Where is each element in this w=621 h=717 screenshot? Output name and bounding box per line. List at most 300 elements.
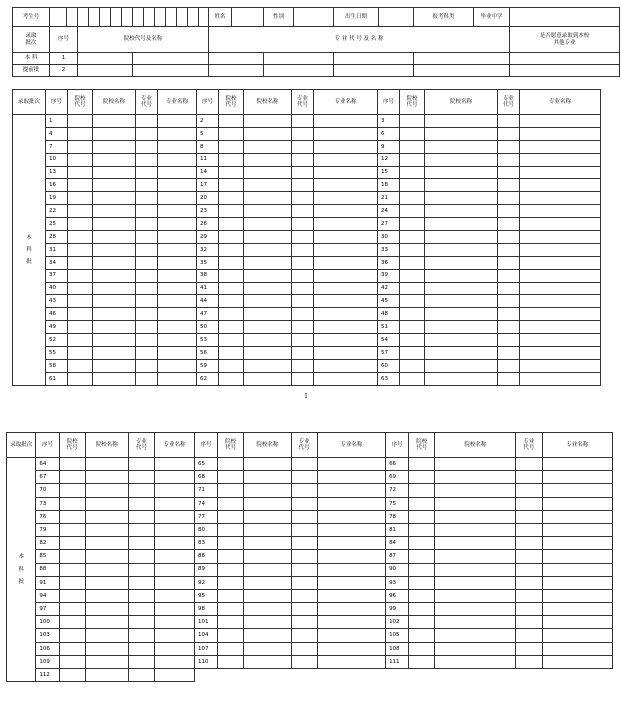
exam-number-cell[interactable] xyxy=(144,8,155,27)
major-code-cell[interactable] xyxy=(498,359,520,372)
college-code-cell[interactable] xyxy=(68,115,93,128)
college-name-cell[interactable] xyxy=(244,256,292,269)
exam-number-cell[interactable] xyxy=(78,8,89,27)
college-name-cell[interactable] xyxy=(425,166,498,179)
college-name-cell[interactable] xyxy=(93,372,136,385)
college-code-cell[interactable] xyxy=(218,589,244,602)
major-name-cell[interactable] xyxy=(542,497,612,510)
college-name-cell[interactable] xyxy=(244,127,292,140)
college-code-cell[interactable] xyxy=(409,537,435,550)
major-code-cell[interactable] xyxy=(498,334,520,347)
college-code-cell[interactable] xyxy=(219,295,244,308)
college-code-cell[interactable] xyxy=(218,497,244,510)
college-name-cell[interactable] xyxy=(93,218,136,231)
college-code-cell[interactable] xyxy=(218,550,244,563)
major-name-cell[interactable] xyxy=(158,372,197,385)
major-code-cell[interactable] xyxy=(292,205,314,218)
major-code-cell[interactable] xyxy=(128,642,154,655)
major-name-cell[interactable] xyxy=(520,166,601,179)
college-code-cell[interactable] xyxy=(59,550,85,563)
college-name-cell[interactable] xyxy=(93,295,136,308)
major-code-cell[interactable] xyxy=(516,497,542,510)
college-code-cell[interactable] xyxy=(218,616,244,629)
college-name-cell[interactable] xyxy=(93,179,136,192)
college-code-cell[interactable] xyxy=(68,166,93,179)
college-name-cell[interactable] xyxy=(244,537,291,550)
college-name-cell[interactable] xyxy=(435,497,516,510)
college-name-cell[interactable] xyxy=(93,243,136,256)
major-code-cell[interactable] xyxy=(498,231,520,244)
major-code-cell[interactable] xyxy=(128,563,154,576)
major-name-cell[interactable] xyxy=(542,629,612,642)
major-code-cell[interactable] xyxy=(292,282,314,295)
major-code-cell[interactable] xyxy=(498,282,520,295)
college-code-cell[interactable] xyxy=(219,321,244,334)
college-name-cell[interactable] xyxy=(425,269,498,282)
major-code-cell[interactable] xyxy=(291,484,317,497)
college-name-cell[interactable] xyxy=(93,282,136,295)
major-code-cell[interactable] xyxy=(292,153,314,166)
college-name-cell[interactable] xyxy=(244,321,292,334)
major-name-cell[interactable] xyxy=(314,140,378,153)
major-name-cell[interactable] xyxy=(317,523,385,536)
major-code-cell[interactable] xyxy=(291,589,317,602)
major-name-cell[interactable] xyxy=(314,243,378,256)
college-name-cell[interactable] xyxy=(425,295,498,308)
college-name-cell[interactable] xyxy=(93,127,136,140)
major-field[interactable] xyxy=(264,65,334,77)
major-name-cell[interactable] xyxy=(542,655,612,668)
college-name-cell[interactable] xyxy=(85,523,128,536)
major-code-cell[interactable] xyxy=(136,334,158,347)
college-name-cell[interactable] xyxy=(425,231,498,244)
major-name-cell[interactable] xyxy=(317,629,385,642)
major-name-cell[interactable] xyxy=(520,359,601,372)
college-name-cell[interactable] xyxy=(244,179,292,192)
college-code-cell[interactable] xyxy=(68,372,93,385)
college-name-cell[interactable] xyxy=(85,510,128,523)
college-name-field[interactable] xyxy=(133,53,209,65)
major-code-cell[interactable] xyxy=(498,372,520,385)
major-code-cell[interactable] xyxy=(136,205,158,218)
major-code-cell[interactable] xyxy=(128,616,154,629)
major-name-cell[interactable] xyxy=(542,589,612,602)
college-code-cell[interactable] xyxy=(219,115,244,128)
college-code-cell[interactable] xyxy=(409,642,435,655)
major-name-cell[interactable] xyxy=(542,563,612,576)
major-code-cell[interactable] xyxy=(291,471,317,484)
college-name-cell[interactable] xyxy=(244,589,291,602)
major-field[interactable] xyxy=(209,65,264,77)
major-name-cell[interactable] xyxy=(314,295,378,308)
major-code-cell[interactable] xyxy=(292,256,314,269)
college-name-cell[interactable] xyxy=(93,192,136,205)
major-field[interactable] xyxy=(414,53,510,65)
college-code-cell[interactable] xyxy=(219,218,244,231)
college-name-cell[interactable] xyxy=(244,629,291,642)
college-name-cell[interactable] xyxy=(85,655,128,668)
major-code-cell[interactable] xyxy=(292,308,314,321)
college-name-cell[interactable] xyxy=(93,334,136,347)
college-name-cell[interactable] xyxy=(435,550,516,563)
major-name-cell[interactable] xyxy=(542,484,612,497)
college-code-cell[interactable] xyxy=(59,497,85,510)
college-name-cell[interactable] xyxy=(244,497,291,510)
major-code-cell[interactable] xyxy=(128,497,154,510)
college-code-cell[interactable] xyxy=(59,603,85,616)
college-name-cell[interactable] xyxy=(425,179,498,192)
college-code-cell[interactable] xyxy=(59,642,85,655)
college-code-cell[interactable] xyxy=(400,205,425,218)
college-code-cell[interactable] xyxy=(68,269,93,282)
college-code-cell[interactable] xyxy=(68,282,93,295)
major-name-cell[interactable] xyxy=(542,471,612,484)
major-name-cell[interactable] xyxy=(155,629,195,642)
college-name-cell[interactable] xyxy=(85,603,128,616)
college-name-cell[interactable] xyxy=(425,192,498,205)
major-name-cell[interactable] xyxy=(155,616,195,629)
college-name-cell[interactable] xyxy=(435,655,516,668)
major-code-cell[interactable] xyxy=(498,115,520,128)
exam-number-cell[interactable] xyxy=(199,8,209,27)
major-name-cell[interactable] xyxy=(155,642,195,655)
major-name-cell[interactable] xyxy=(314,115,378,128)
major-name-cell[interactable] xyxy=(317,497,385,510)
college-name-cell[interactable] xyxy=(93,256,136,269)
major-code-cell[interactable] xyxy=(128,603,154,616)
college-code-cell[interactable] xyxy=(59,655,85,668)
college-name-cell[interactable] xyxy=(85,458,128,471)
college-code-cell[interactable] xyxy=(59,576,85,589)
college-name-cell[interactable] xyxy=(85,629,128,642)
college-code-cell[interactable] xyxy=(68,347,93,360)
major-name-cell[interactable] xyxy=(317,471,385,484)
major-name-cell[interactable] xyxy=(317,510,385,523)
major-name-cell[interactable] xyxy=(542,458,612,471)
major-code-cell[interactable] xyxy=(136,295,158,308)
major-code-cell[interactable] xyxy=(128,589,154,602)
college-code-cell[interactable] xyxy=(219,243,244,256)
college-code-cell[interactable] xyxy=(400,115,425,128)
major-code-cell[interactable] xyxy=(136,192,158,205)
college-name-cell[interactable] xyxy=(435,510,516,523)
college-name-cell[interactable] xyxy=(244,603,291,616)
major-name-cell[interactable] xyxy=(158,153,197,166)
college-code-cell[interactable] xyxy=(400,282,425,295)
major-code-cell[interactable] xyxy=(498,127,520,140)
college-name-cell[interactable] xyxy=(425,218,498,231)
major-name-cell[interactable] xyxy=(317,484,385,497)
major-code-cell[interactable] xyxy=(498,308,520,321)
major-name-cell[interactable] xyxy=(155,484,195,497)
major-code-cell[interactable] xyxy=(498,140,520,153)
college-name-cell[interactable] xyxy=(425,127,498,140)
major-code-cell[interactable] xyxy=(516,589,542,602)
major-field[interactable] xyxy=(334,65,414,77)
major-name-cell[interactable] xyxy=(317,616,385,629)
major-code-cell[interactable] xyxy=(291,510,317,523)
college-name-cell[interactable] xyxy=(244,655,291,668)
college-name-cell[interactable] xyxy=(244,205,292,218)
college-name-cell[interactable] xyxy=(425,372,498,385)
college-code-cell[interactable] xyxy=(59,510,85,523)
college-name-cell[interactable] xyxy=(93,308,136,321)
college-code-cell[interactable] xyxy=(59,484,85,497)
college-code-cell[interactable] xyxy=(400,359,425,372)
major-code-cell[interactable] xyxy=(136,321,158,334)
major-name-cell[interactable] xyxy=(314,218,378,231)
major-name-cell[interactable] xyxy=(542,550,612,563)
exam-number-cell[interactable] xyxy=(166,8,177,27)
exam-number-cell[interactable] xyxy=(67,8,78,27)
major-name-cell[interactable] xyxy=(520,205,601,218)
college-code-cell[interactable] xyxy=(218,576,244,589)
adjust-field[interactable] xyxy=(510,65,620,77)
major-code-cell[interactable] xyxy=(292,192,314,205)
major-name-cell[interactable] xyxy=(317,603,385,616)
college-code-cell[interactable] xyxy=(409,510,435,523)
major-name-cell[interactable] xyxy=(314,179,378,192)
major-code-cell[interactable] xyxy=(498,243,520,256)
major-name-cell[interactable] xyxy=(520,334,601,347)
major-name-cell[interactable] xyxy=(314,334,378,347)
major-name-cell[interactable] xyxy=(158,166,197,179)
college-name-cell[interactable] xyxy=(93,153,136,166)
major-name-cell[interactable] xyxy=(542,510,612,523)
college-code-cell[interactable] xyxy=(409,458,435,471)
major-code-cell[interactable] xyxy=(292,321,314,334)
college-name-cell[interactable] xyxy=(85,537,128,550)
major-code-cell[interactable] xyxy=(291,523,317,536)
major-code-cell[interactable] xyxy=(498,321,520,334)
major-code-cell[interactable] xyxy=(291,458,317,471)
major-code-cell[interactable] xyxy=(136,256,158,269)
major-name-cell[interactable] xyxy=(314,308,378,321)
major-name-cell[interactable] xyxy=(155,576,195,589)
college-name-cell[interactable] xyxy=(425,115,498,128)
major-name-cell[interactable] xyxy=(155,523,195,536)
college-code-cell[interactable] xyxy=(409,616,435,629)
college-name-cell[interactable] xyxy=(93,231,136,244)
major-code-cell[interactable] xyxy=(291,576,317,589)
college-code-cell[interactable] xyxy=(219,166,244,179)
major-code-cell[interactable] xyxy=(292,359,314,372)
major-name-cell[interactable] xyxy=(314,205,378,218)
major-name-cell[interactable] xyxy=(155,669,195,682)
college-code-cell[interactable] xyxy=(59,629,85,642)
college-code-cell[interactable] xyxy=(400,127,425,140)
major-code-cell[interactable] xyxy=(292,218,314,231)
college-name-cell[interactable] xyxy=(93,140,136,153)
major-code-cell[interactable] xyxy=(292,115,314,128)
major-name-cell[interactable] xyxy=(158,243,197,256)
college-name-cell[interactable] xyxy=(244,308,292,321)
college-code-cell[interactable] xyxy=(219,308,244,321)
college-name-cell[interactable] xyxy=(435,537,516,550)
college-code-cell[interactable] xyxy=(68,127,93,140)
exam-number-cell[interactable] xyxy=(133,8,144,27)
college-code-cell[interactable] xyxy=(400,179,425,192)
college-name-cell[interactable] xyxy=(244,231,292,244)
major-code-cell[interactable] xyxy=(292,334,314,347)
college-code-cell[interactable] xyxy=(219,256,244,269)
college-code-cell[interactable] xyxy=(219,347,244,360)
college-name-cell[interactable] xyxy=(244,458,291,471)
college-code-cell[interactable] xyxy=(400,218,425,231)
gender-field[interactable] xyxy=(294,8,334,27)
major-field[interactable] xyxy=(264,53,334,65)
college-code-cell[interactable] xyxy=(219,179,244,192)
major-code-cell[interactable] xyxy=(291,550,317,563)
major-name-cell[interactable] xyxy=(317,458,385,471)
college-code-cell[interactable] xyxy=(400,334,425,347)
college-name-cell[interactable] xyxy=(244,359,292,372)
college-code-cell[interactable] xyxy=(68,231,93,244)
major-name-cell[interactable] xyxy=(542,603,612,616)
major-name-cell[interactable] xyxy=(158,321,197,334)
college-code-field[interactable] xyxy=(78,65,133,77)
college-name-cell[interactable] xyxy=(425,243,498,256)
college-name-cell[interactable] xyxy=(244,218,292,231)
college-code-cell[interactable] xyxy=(68,359,93,372)
college-name-cell[interactable] xyxy=(93,347,136,360)
college-code-cell[interactable] xyxy=(219,205,244,218)
major-name-cell[interactable] xyxy=(158,231,197,244)
college-code-cell[interactable] xyxy=(68,321,93,334)
college-code-cell[interactable] xyxy=(59,669,85,682)
major-code-cell[interactable] xyxy=(292,269,314,282)
major-name-cell[interactable] xyxy=(314,269,378,282)
college-code-cell[interactable] xyxy=(59,616,85,629)
major-code-cell[interactable] xyxy=(292,127,314,140)
college-name-cell[interactable] xyxy=(425,359,498,372)
major-code-cell[interactable] xyxy=(292,347,314,360)
major-name-cell[interactable] xyxy=(158,282,197,295)
college-name-cell[interactable] xyxy=(425,282,498,295)
major-name-cell[interactable] xyxy=(317,550,385,563)
major-code-cell[interactable] xyxy=(516,484,542,497)
college-code-cell[interactable] xyxy=(218,484,244,497)
college-name-cell[interactable] xyxy=(93,205,136,218)
major-code-cell[interactable] xyxy=(128,537,154,550)
college-name-cell[interactable] xyxy=(85,471,128,484)
college-name-cell[interactable] xyxy=(244,140,292,153)
college-name-cell[interactable] xyxy=(435,484,516,497)
college-name-cell[interactable] xyxy=(425,321,498,334)
college-code-cell[interactable] xyxy=(218,458,244,471)
exam-number-cell[interactable] xyxy=(177,8,188,27)
major-code-cell[interactable] xyxy=(291,603,317,616)
major-name-cell[interactable] xyxy=(520,347,601,360)
college-code-cell[interactable] xyxy=(68,243,93,256)
college-name-cell[interactable] xyxy=(85,550,128,563)
major-code-cell[interactable] xyxy=(516,563,542,576)
major-code-cell[interactable] xyxy=(498,153,520,166)
college-code-cell[interactable] xyxy=(219,359,244,372)
college-code-cell[interactable] xyxy=(409,471,435,484)
college-code-cell[interactable] xyxy=(218,523,244,536)
major-code-cell[interactable] xyxy=(128,523,154,536)
major-code-cell[interactable] xyxy=(128,510,154,523)
college-name-cell[interactable] xyxy=(244,347,292,360)
college-code-cell[interactable] xyxy=(59,589,85,602)
exam-number-cell[interactable] xyxy=(111,8,122,27)
major-code-cell[interactable] xyxy=(292,295,314,308)
college-name-cell[interactable] xyxy=(93,115,136,128)
major-field[interactable] xyxy=(209,53,264,65)
college-code-cell[interactable] xyxy=(409,563,435,576)
college-code-cell[interactable] xyxy=(68,140,93,153)
major-name-cell[interactable] xyxy=(317,576,385,589)
college-name-cell[interactable] xyxy=(435,642,516,655)
college-name-cell[interactable] xyxy=(85,642,128,655)
major-name-cell[interactable] xyxy=(158,359,197,372)
college-name-cell[interactable] xyxy=(93,166,136,179)
major-code-cell[interactable] xyxy=(498,295,520,308)
major-code-cell[interactable] xyxy=(516,523,542,536)
major-name-cell[interactable] xyxy=(520,127,601,140)
college-name-cell[interactable] xyxy=(435,616,516,629)
major-code-cell[interactable] xyxy=(291,537,317,550)
major-name-cell[interactable] xyxy=(314,127,378,140)
college-code-cell[interactable] xyxy=(400,347,425,360)
major-name-cell[interactable] xyxy=(314,359,378,372)
major-code-cell[interactable] xyxy=(136,347,158,360)
college-code-cell[interactable] xyxy=(218,537,244,550)
college-code-cell[interactable] xyxy=(409,497,435,510)
major-code-cell[interactable] xyxy=(516,471,542,484)
college-code-cell[interactable] xyxy=(68,205,93,218)
major-name-cell[interactable] xyxy=(158,334,197,347)
major-name-cell[interactable] xyxy=(314,166,378,179)
major-code-cell[interactable] xyxy=(292,372,314,385)
major-name-cell[interactable] xyxy=(520,295,601,308)
college-code-cell[interactable] xyxy=(400,192,425,205)
major-code-cell[interactable] xyxy=(516,603,542,616)
school-field[interactable] xyxy=(510,8,620,27)
college-name-cell[interactable] xyxy=(435,603,516,616)
major-code-cell[interactable] xyxy=(498,218,520,231)
college-code-cell[interactable] xyxy=(68,192,93,205)
college-name-cell[interactable] xyxy=(85,589,128,602)
major-code-cell[interactable] xyxy=(516,616,542,629)
major-code-cell[interactable] xyxy=(136,269,158,282)
college-code-cell[interactable] xyxy=(59,458,85,471)
college-name-cell[interactable] xyxy=(93,321,136,334)
college-name-cell[interactable] xyxy=(244,372,292,385)
major-name-cell[interactable] xyxy=(158,269,197,282)
college-code-cell[interactable] xyxy=(68,308,93,321)
major-name-cell[interactable] xyxy=(542,537,612,550)
major-name-cell[interactable] xyxy=(155,537,195,550)
major-code-cell[interactable] xyxy=(136,166,158,179)
college-name-cell[interactable] xyxy=(85,576,128,589)
major-name-cell[interactable] xyxy=(542,523,612,536)
major-name-cell[interactable] xyxy=(158,218,197,231)
major-name-cell[interactable] xyxy=(155,550,195,563)
college-code-cell[interactable] xyxy=(219,269,244,282)
college-code-cell[interactable] xyxy=(409,603,435,616)
major-field[interactable] xyxy=(414,65,510,77)
college-name-cell[interactable] xyxy=(244,115,292,128)
major-code-cell[interactable] xyxy=(498,269,520,282)
college-name-cell[interactable] xyxy=(435,523,516,536)
major-name-cell[interactable] xyxy=(314,153,378,166)
major-name-cell[interactable] xyxy=(158,347,197,360)
major-name-cell[interactable] xyxy=(314,256,378,269)
college-code-cell[interactable] xyxy=(68,334,93,347)
major-name-cell[interactable] xyxy=(317,655,385,668)
